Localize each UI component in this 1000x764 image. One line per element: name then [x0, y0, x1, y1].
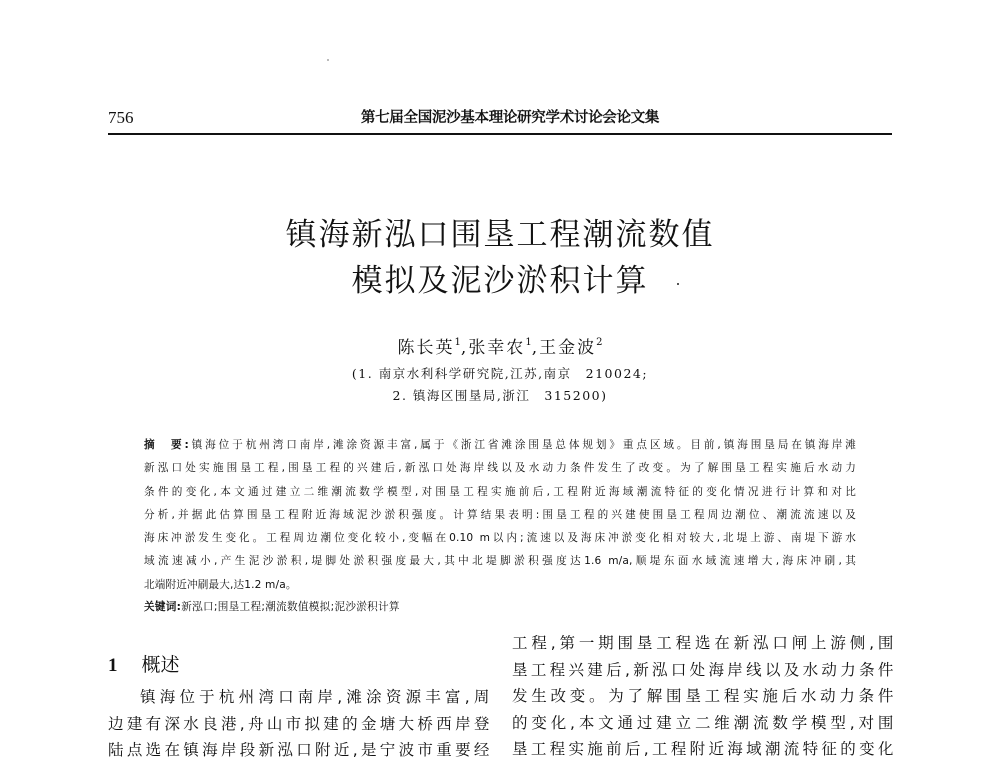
- paper-title-line-2: 模拟及泥沙淤积计算: [351, 263, 649, 299]
- section-title: 概述: [141, 654, 180, 676]
- abstract-line: 北端附近冲刷最大,达1.2 m/a。: [144, 578, 297, 591]
- author-name: 陈长英: [397, 338, 455, 358]
- body-column-right: [512, 630, 894, 763]
- body-line: 边建有深水良港,舟山市拟建的金塘大桥西岸登: [108, 714, 490, 733]
- keywords-label: 关键词:: [144, 601, 182, 613]
- abstract-line: 域流速减小,产生泥沙淤积,堤脚处淤积强度最大,其中北堤脚淤积强度达1.6 m/a,顺堤东面水域流速增大,海床冲刷,其: [144, 555, 856, 568]
- body-line: 垦工程实施前后,工程附近海域潮流特征的变化: [512, 740, 894, 758]
- abstract-line: 海床冲淤发生变化。工程周边潮位变化较小,变幅在0.10 m以内;流速以及海床冲淤变化相对较大,北堤上游、南堤下游水: [144, 532, 856, 545]
- author-name: 张幸农: [468, 338, 526, 358]
- paper-title-line-1: 镇海新泓口围垦工程潮流数值: [285, 217, 715, 253]
- author-separator: ,: [460, 338, 469, 358]
- keywords: [144, 598, 400, 616]
- header-rule: [108, 133, 892, 135]
- page-number: 756: [108, 108, 134, 127]
- abstract-line: 分析,并据此估算围垦工程附近海域泥沙淤积强度。计算结果表明:围垦工程的兴建使围垦工程周边潮位、潮流流速以及: [144, 508, 856, 521]
- section-number: 1: [108, 655, 118, 676]
- author-separator: ,: [531, 338, 540, 358]
- affiliation-line-2: 2. 镇海区围垦局,浙江 315200): [392, 388, 608, 403]
- affiliation-mark: 1: [525, 337, 532, 348]
- abstract-line: 条件的变化,本文通过建立二维潮流数学模型,对围垦工程实施前后,工程附近海域潮流特征的变化情况进行计算和对比: [144, 485, 856, 498]
- keywords-text: 新泓口;围垦工程;潮流数值模拟;泥沙淤积计算: [181, 601, 400, 613]
- abstract-line: [144, 434, 856, 457]
- body-line: 的变化,本文通过建立二维潮流数学模型,对围: [512, 713, 894, 732]
- running-header: [108, 108, 892, 132]
- affiliations: [0, 363, 1000, 407]
- body-line: 发生改变。为了解围垦工程实施后水动力条件: [512, 687, 894, 705]
- affiliation-line-1: (1. 南京水利科学研究院,江苏,南京 210024;: [351, 366, 649, 381]
- author-name: 王金波: [539, 338, 597, 358]
- abstract-line: 新泓口处实施围垦工程,围垦工程的兴建后,新泓口处海岸线以及水动力条件发生了改变。为了解围垦工程实施后水动力: [144, 462, 856, 475]
- journal-title: 第七届全国泥沙基本理论研究学术讨论会论文集: [360, 110, 660, 126]
- abstract: [144, 434, 856, 597]
- author-list: [0, 332, 1000, 359]
- body-line: 镇海位于杭州湾口南岸,滩涂资源丰富,周: [140, 688, 490, 706]
- body-line: 工程,第一期围垦工程选在新泓口闸上游侧,围: [512, 634, 894, 652]
- abstract-text: 镇海位于杭州湾口南岸,滩涂资源丰富,属于《浙江省滩涂围垦总体规划》重点区域。目前,镇海围垦局在镇海岸滩: [188, 439, 856, 451]
- body-line: 垦工程兴建后,新泓口处海岸线以及水动力条件: [512, 660, 894, 679]
- abstract-label: 摘 要:: [144, 439, 189, 451]
- section-heading: [108, 652, 180, 679]
- body-line: 陆点选在镇海岸段新泓口附近,是宁波市重要经: [108, 741, 490, 759]
- body-column-left: [108, 684, 490, 764]
- paper-title: [0, 212, 1000, 304]
- affiliation-mark: 2: [596, 337, 603, 348]
- scan-dot: [677, 283, 679, 285]
- affiliation-mark: 1: [454, 337, 461, 348]
- scan-speck: [327, 59, 329, 61]
